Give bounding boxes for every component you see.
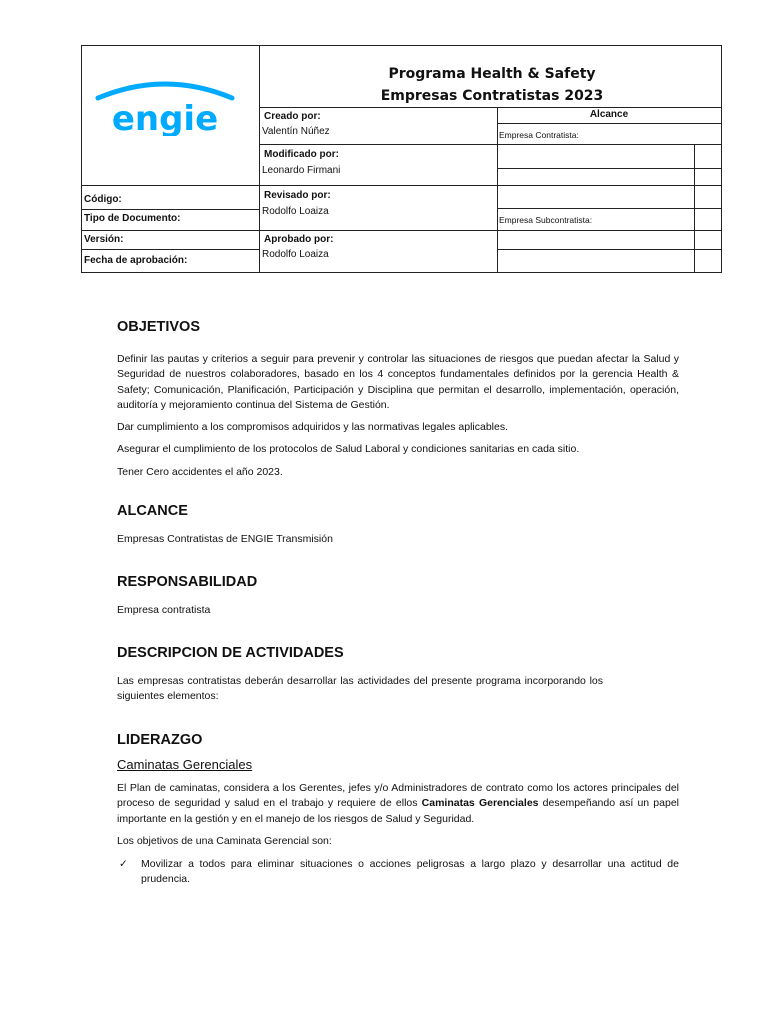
empresa-subcontratista-label: Empresa Subcontratista: [499, 215, 593, 225]
tipo-documento-label: Tipo de Documento: [84, 213, 181, 224]
checkmark-icon: ✓ [119, 857, 128, 870]
modificado-label: Modificado por: [264, 149, 339, 160]
bullet-text: Movilizar a todos para eliminar situaciones o acciones peligrosas a largo plazo y desarrollar una actitud de prudencia. [141, 857, 679, 885]
creado-label: Creado por: [264, 111, 321, 122]
section-title-liderazgo: LIDERAZGO [117, 731, 203, 748]
engie-logo [90, 76, 240, 136]
alcance-paragraph: Empresas Contratistas de ENGIE Transmisión [117, 532, 333, 545]
caminatas-paragraph-2: Los objetivos de una Caminata Gerencial son: [117, 835, 332, 847]
objetivos-paragraph-1: Definir las pautas y criterios a seguir para prevenir y controlar las situaciones de riesgos que puedan afectar la Salud y Seguridad de nuestros colaboradores, basado en los 4 conceptos fundamentales definidos por la gerencia Health & Safety; Comunicación, Planificación, Participación y Disciplina que permitan el desarrollo, implementación, operación, auditoría y mejoramiento continua del Sistema de Gestión. [117, 352, 679, 411]
fecha-aprobacion-label: Fecha de aprobación: [84, 255, 188, 266]
objetivos-paragraph-3: Asegurar el cumplimiento de los protocolos de Salud Laboral y condiciones sanitarias en cada sitio. [117, 443, 580, 455]
objetivos-paragraph-2: Dar cumplimiento a los compromisos adquiridos y las normativas legales aplicables. [117, 420, 509, 433]
objetivos-paragraph-4: Tener Cero accidentes el año 2023. [117, 465, 283, 478]
aprobado-label: Aprobado por: [264, 234, 334, 245]
section-title-descripcion: DESCRIPCION DE ACTIVIDADES [117, 645, 344, 661]
responsabilidad-paragraph: Empresa contratista [117, 603, 211, 616]
doc-title-line1: Programa Health & Safety [388, 66, 596, 82]
bullet-item [117, 857, 679, 888]
empresa-contratista-label: Empresa Contratista: [499, 130, 579, 140]
alcance-header: Alcance [589, 109, 629, 120]
revisado-value: Rodolfo Loaiza [262, 206, 329, 217]
creado-value: Valentín Núñez [262, 126, 330, 137]
section-title-alcance: ALCANCE [117, 503, 188, 519]
document-header-table [81, 45, 722, 273]
subsection-caminatas-gerenciales: Caminatas Gerenciales [117, 757, 253, 772]
caminatas-paragraph-1: El Plan de caminatas, considera a los Gerentes, jefes y/o Administradores de contrato como los actores principales del proceso de seguridad y salud en el trabajo y requiere de ellos Caminatas Gerenciales desempeñando así un papel importante en la gestión y en el manejo de los riesgos de Salud y Seguridad. [117, 781, 679, 825]
aprobado-value: Rodolfo Loaiza [262, 249, 329, 260]
doc-title-line2: Empresas Contratistas 2023 [380, 88, 604, 104]
codigo-label: Código: [84, 194, 122, 205]
revisado-label: Revisado por: [264, 190, 331, 201]
modificado-value: Leonardo Firmani [262, 165, 341, 176]
version-label: Versión: [84, 234, 124, 245]
section-title-responsabilidad: RESPONSABILIDAD [117, 574, 258, 590]
logo-text: engie [111, 99, 219, 136]
document-body [117, 320, 679, 888]
section-title-objetivos: OBJETIVOS [117, 319, 200, 335]
descripcion-paragraph: Las empresas contratistas deberán desarrollar las actividades del presente programa incorporando los siguientes elementos: [117, 674, 603, 702]
